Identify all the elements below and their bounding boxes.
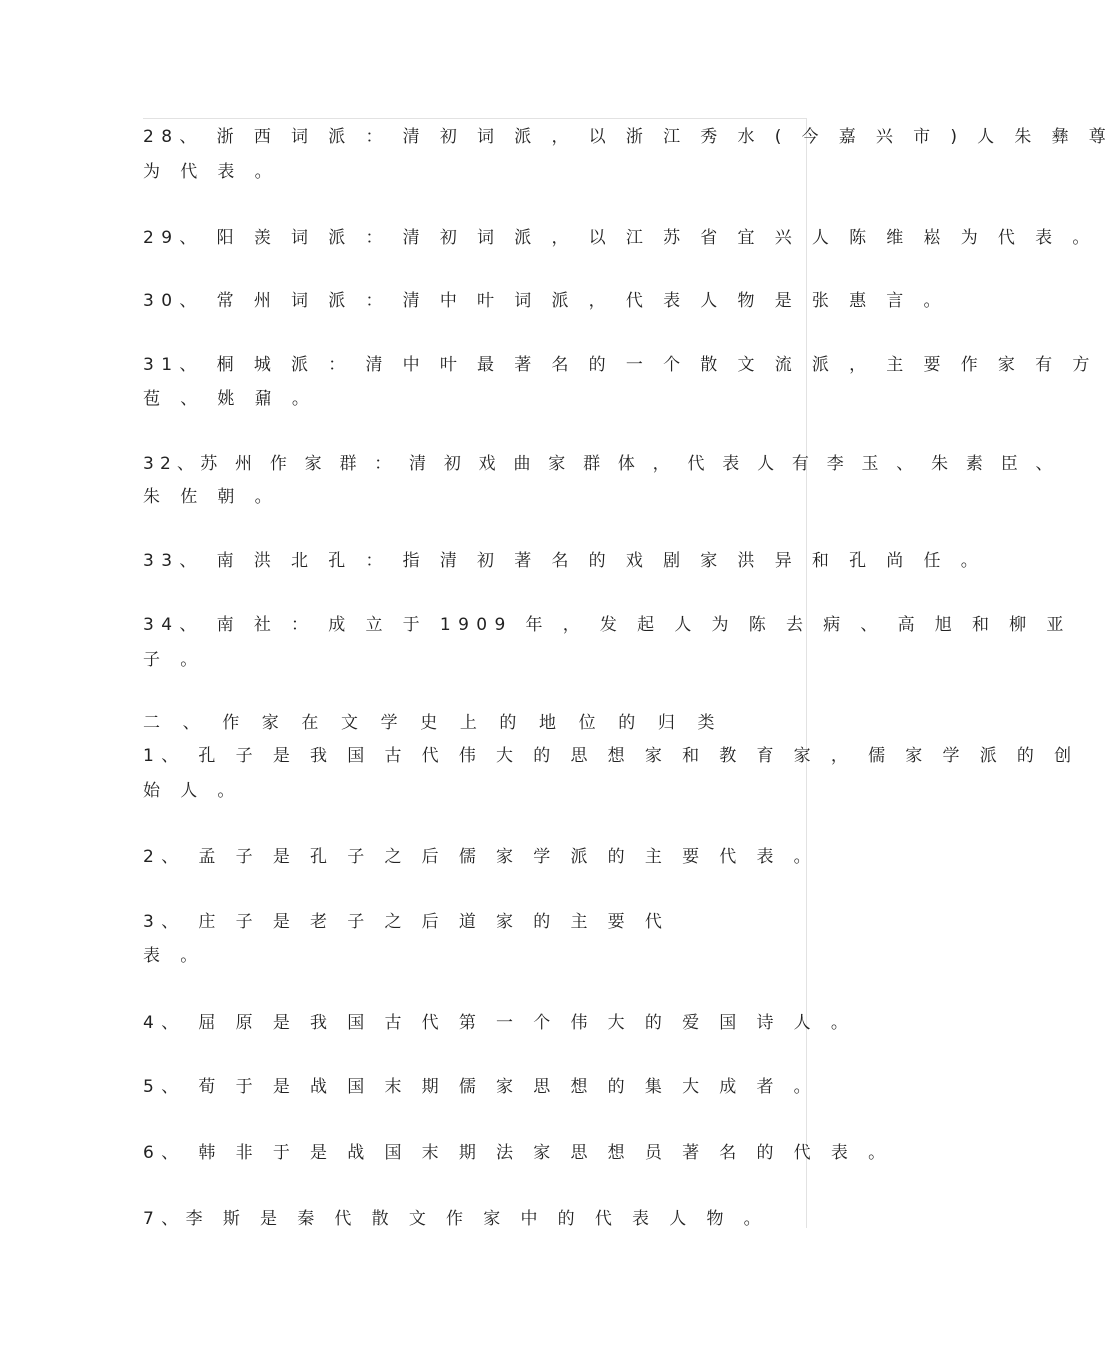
item-7: 7、李 斯 是 秦 代 散 文 作 家 中 的 代 表 人 物 。 bbox=[143, 1209, 769, 1229]
entry-32-line-2: 朱 佐 朝 。 bbox=[143, 487, 280, 507]
item-6: 6、 韩 非 于 是 战 国 末 期 法 家 思 想 员 著 名 的 代 表 。 bbox=[143, 1143, 893, 1163]
item-2: 2、 孟 子 是 孔 子 之 后 儒 家 学 派 的 主 要 代 表 。 bbox=[143, 847, 819, 867]
entry-32-line-1: 32、苏 州 作 家 群 ： 清 初 戏 曲 家 群 体 ， 代 表 人 有 李 玉 、 朱 素 臣 、 bbox=[143, 454, 1059, 474]
section-heading: 二 、 作 家 在 文 学 史 上 的 地 位 的 归 类 bbox=[143, 713, 724, 733]
item-3-line-2: 表 。 bbox=[143, 946, 205, 966]
entry-33: 33、 南 洪 北 孔 ： 指 清 初 著 名 的 戏 剧 家 洪 异 和 孔 尚 任 。 bbox=[143, 551, 986, 571]
entry-28-line-2: 为 代 表 。 bbox=[143, 162, 280, 182]
entry-31-line-1: 31、 桐 城 派 ： 清 中 叶 最 著 名 的 一 个 散 文 流 派 ， 主 要 作 家 有 方 bbox=[143, 355, 1097, 375]
page-border-top bbox=[143, 118, 807, 119]
entry-34-line-2: 子 。 bbox=[143, 650, 205, 670]
item-1-line-2: 始 人 。 bbox=[143, 781, 242, 801]
entry-30: 30、 常 州 词 派 ： 清 中 叶 词 派 ， 代 表 人 物 是 张 惠 言 。 bbox=[143, 291, 948, 311]
entry-28-line-1: 28、 浙 西 词 派 ： 清 初 词 派 ， 以 浙 江 秀 水 ( 今 嘉 兴 市 ) 人 朱 彝 尊 bbox=[143, 127, 1113, 147]
item-5: 5、 荀 于 是 战 国 末 期 儒 家 思 想 的 集 大 成 者 。 bbox=[143, 1077, 819, 1097]
item-4: 4、 屈 原 是 我 国 古 代 第 一 个 伟 大 的 爱 国 诗 人 。 bbox=[143, 1013, 856, 1033]
entry-31-line-2: 苞 、 姚 鼐 。 bbox=[143, 389, 317, 409]
entry-29: 29、 阳 羡 词 派 ： 清 初 词 派 ， 以 江 苏 省 宜 兴 人 陈 维 崧 为 代 表 。 bbox=[143, 228, 1097, 248]
item-3-line-1: 3、 庄 子 是 老 子 之 后 道 家 的 主 要 代 bbox=[143, 912, 670, 932]
item-1-line-1: 1、 孔 子 是 我 国 古 代 伟 大 的 思 想 家 和 教 育 家 ， 儒 家 学 派 的 创 bbox=[143, 746, 1079, 766]
page-border-right bbox=[806, 118, 807, 1228]
entry-34-line-1: 34、 南 社 ： 成 立 于 1909 年 ， 发 起 人 为 陈 去 病 、 高 旭 和 柳 亚 bbox=[143, 615, 1071, 635]
